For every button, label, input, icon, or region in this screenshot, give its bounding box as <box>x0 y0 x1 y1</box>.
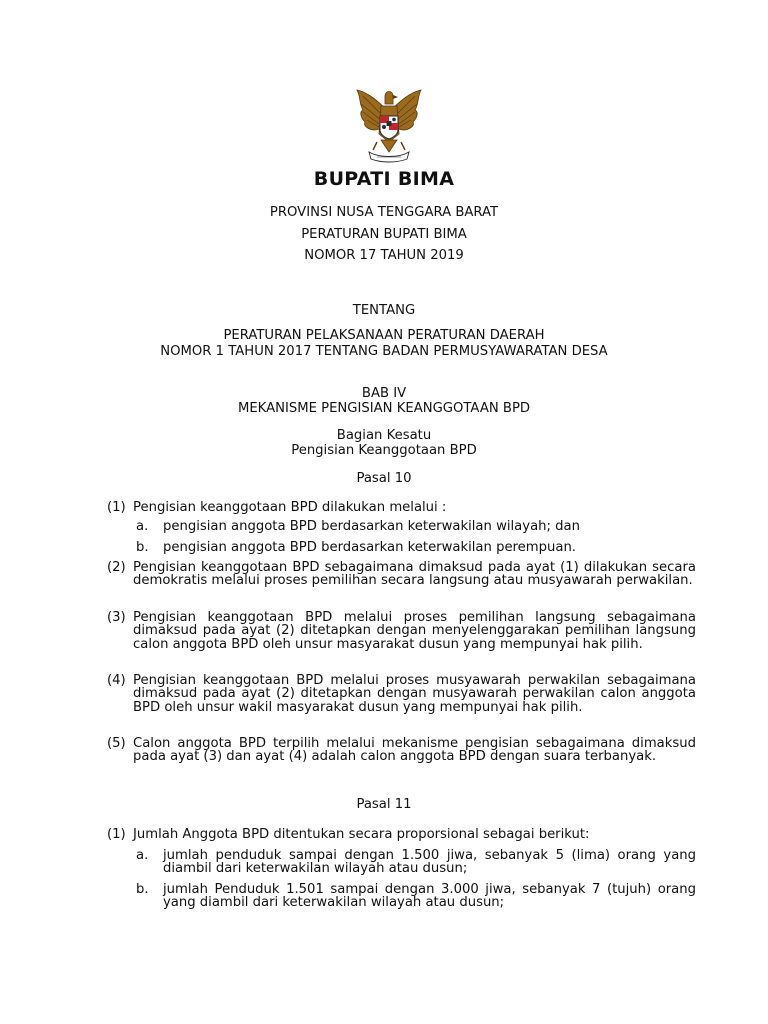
about-label: TENTANG <box>352 303 416 318</box>
regulation-type: PERATURAN BUPATI BIMA <box>301 227 467 242</box>
item-letter: a. <box>136 848 149 863</box>
subject-line-1: PERATURAN PELAKSANAAN PERATURAN DAERAH <box>223 328 545 343</box>
item-text: pengisian anggota BPD berdasarkan keterwakilan perempuan. <box>163 540 577 555</box>
paragraph-text: Pengisian keanggotaan BPD dilakukan melalui : <box>133 500 447 515</box>
item-text: jumlah penduduk sampai dengan 1.500 jiwa, sebanyak 5 (lima) orang yang diambil dari keterwakilan wilayah atau dusun; <box>163 848 696 877</box>
regulation-number: NOMOR 17 TAHUN 2019 <box>304 248 464 263</box>
header-title: BUPATI BIMA <box>313 168 455 190</box>
chapter-label: BAB IV <box>361 386 407 401</box>
pasal-10-paragraph-2 <box>107 561 696 588</box>
pasal-11-heading: Pasal 11 <box>356 797 412 812</box>
paragraph-number: (2) <box>107 560 126 575</box>
item-text: jumlah Penduduk 1.501 sampai dengan 3.000 jiwa, sebanyak 7 (tujuh) orang yang diambil dari keterwakilan wilayah atau dusun; <box>163 882 696 911</box>
paragraph-number: (3) <box>107 610 126 625</box>
pasal-11-paragraph-1 <box>107 828 696 841</box>
paragraph-number: (1) <box>107 500 126 515</box>
paragraph-number: (5) <box>107 736 126 751</box>
pasal-10-item-b <box>136 541 696 554</box>
pasal-11-item-b <box>136 883 696 910</box>
pasal-10-paragraph-1 <box>107 501 696 514</box>
paragraph-text: Calon anggota BPD terpilih melalui mekanisme pengisian sebagaimana dimaksud pada ayat (3) dan ayat (4) adalah calon anggota BPD dengan suara terbanyak. <box>133 736 696 765</box>
paragraph-text: Pengisian keanggotaan BPD sebagaimana dimaksud pada ayat (1) dilakukan secara demokratis melalui proses pemilihan secara langsung atau musyawarah perwakilan. <box>133 560 696 589</box>
pasal-11-item-a <box>136 849 696 876</box>
paragraph-text: Jumlah Anggota BPD ditentukan secara proporsional sebagai berikut: <box>133 827 590 842</box>
pasal-10-paragraph-3 <box>107 611 696 651</box>
paragraph-text: Pengisian keanggotaan BPD melalui proses musyawarah perwakilan sebagaimana dimaksud pada ayat (2) ditetapkan dengan musyawarah perwakilan calon anggota BPD oleh unsur wakil masyarakat dusun yang mempunyai hak pilih. <box>133 673 696 715</box>
item-letter: a. <box>136 519 149 534</box>
chapter-title: MEKANISME PENGISIAN KEANGGOTAAN BPD <box>237 401 531 416</box>
pasal-10-item-a <box>136 520 696 533</box>
paragraph-text: Pengisian keanggotaan BPD melalui proses pemilihan langsung sebagaimana dimaksud pada ayat (2) ditetapkan dengan menyelenggarakan pemilihan langsung calon anggota BPD oleh unsur masyarakat dusun yang mempunyai hak pilih. <box>133 610 696 652</box>
pasal-10-paragraph-5 <box>107 737 696 764</box>
section-title: Pengisian Keanggotaan BPD <box>291 443 477 458</box>
pasal-10-paragraph-4 <box>107 674 696 714</box>
pasal-10-heading: Pasal 10 <box>356 471 412 486</box>
section-label: Bagian Kesatu <box>336 428 432 443</box>
item-text: pengisian anggota BPD berdasarkan keterwakilan wilayah; dan <box>163 519 580 534</box>
garuda-emblem-icon <box>347 82 431 166</box>
province-name: PROVINSI NUSA TENGGARA BARAT <box>269 205 499 220</box>
subject-line-2: NOMOR 1 TAHUN 2017 TENTANG BADAN PERMUSYAWARATAN DESA <box>160 344 608 359</box>
item-letter: b. <box>136 882 149 897</box>
paragraph-number: (1) <box>107 827 126 842</box>
item-letter: b. <box>136 540 149 555</box>
paragraph-number: (4) <box>107 673 126 688</box>
